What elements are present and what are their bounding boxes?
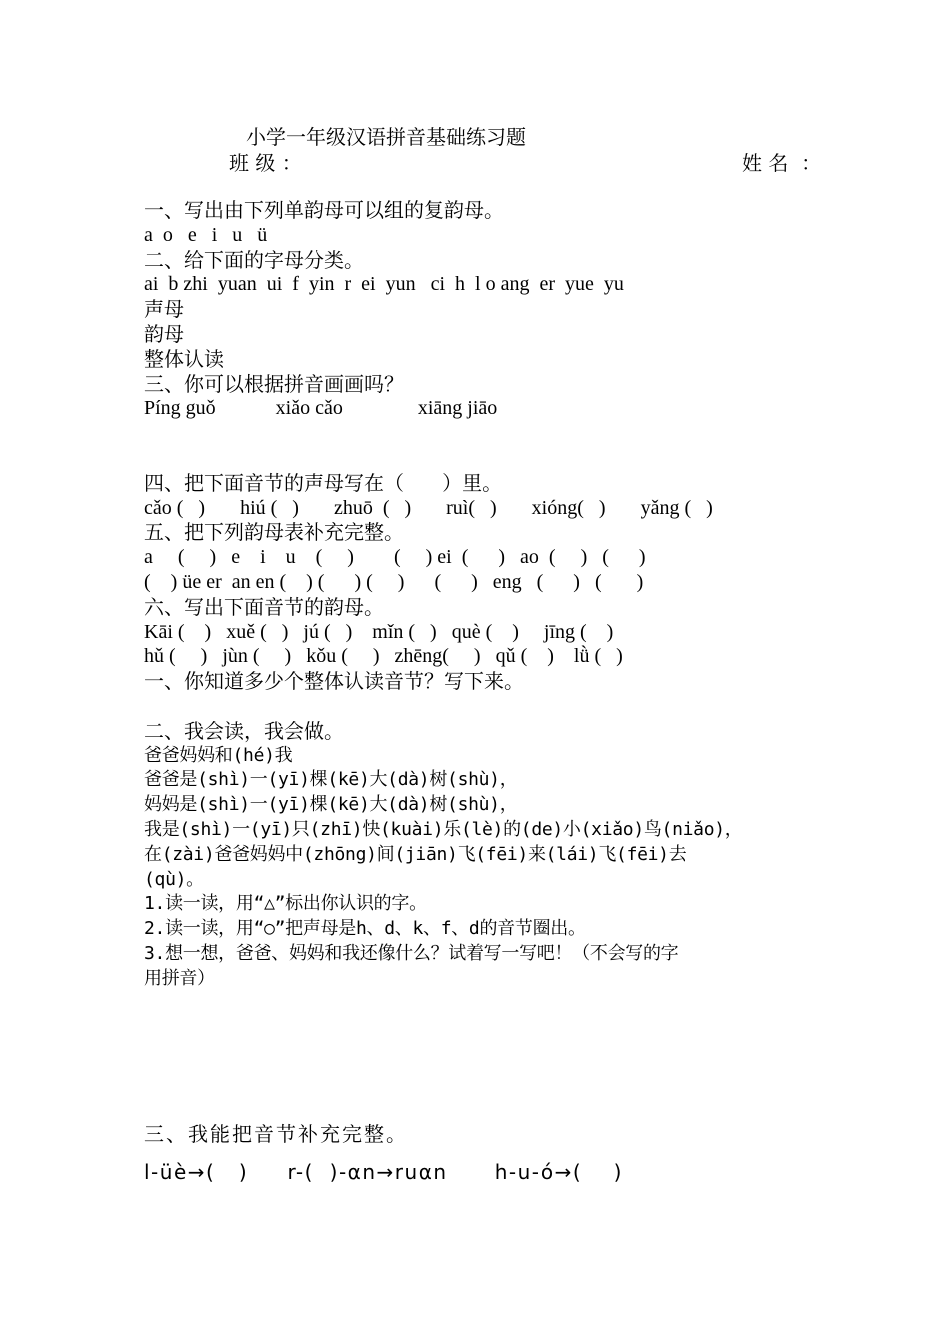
text-line: (qù)。 (144, 868, 204, 890)
text-line: 2.读一读，用“○”把声母是h、d、k、f、d的音节圈出。 (144, 918, 586, 940)
text-line: 二、给下面的字母分类。 (144, 247, 364, 272)
text-line: 五、把下列韵母表补充完整。 (144, 520, 404, 545)
text-line: ai b zhi yuan ui f yin r ei yun ci h l o ang er yue yu (144, 273, 624, 296)
text-line: 3.想一想，爸爸、妈妈和我还像什么？试着写一写吧！（不会写的字 (144, 942, 679, 964)
page-title: 小学一年级汉语拼音基础练习题 (246, 125, 526, 149)
text-line: 六、写出下面音节的韵母。 (144, 594, 384, 619)
text-line: 我是(shì)一(yī)只(zhī)快(kuài)乐(lè)的(de)小(xiǎo)鸟(niǎo)， (144, 818, 743, 840)
text-line: 一、写出由下列单韵母可以组的复韵母。 (144, 198, 504, 222)
text-line: 1.读一读，用“△”标出你认识的字。 (144, 893, 427, 915)
exercise-line: l-üè→( ) r-( )-αn→ruαn h-u-ó→( ) (144, 1160, 623, 1184)
blank-line (144, 421, 824, 471)
text-line: cǎo ( ) hiú ( ) zhuō ( ) ruì( ) xióng( ) yǎng ( ) (144, 496, 713, 519)
text-line: 爸爸是(shì)一(yī)棵(kē)大(dà)树(shù)， (144, 769, 518, 791)
text-line: hǔ ( ) jùn ( ) kǒu ( ) zhēng( ) qǔ ( ) lǜ ( ) (144, 645, 623, 668)
blank-line (144, 694, 824, 719)
text-line: 声母 (144, 297, 184, 322)
text-line: 整体认读 (144, 346, 224, 371)
text-line: 二、我会读，我会做。 (144, 718, 344, 743)
text-line: 妈妈是(shì)一(yī)棵(kē)大(dà)树(shù)， (144, 794, 518, 816)
text-line: Kāi ( ) xuě ( ) jú ( ) mǐn ( ) què ( ) jīng ( ) (144, 620, 614, 643)
text-line: 用拼音） (144, 967, 215, 989)
name-label: 姓 名 ： (742, 151, 822, 175)
text-line: 三、你可以根据拼音画画吗？ (144, 371, 404, 396)
text-line: Píng guǒ xiǎo cǎo xiāng jiāo (144, 397, 498, 420)
text-line: 韵母 (144, 321, 184, 346)
text-line: 在(zài)爸爸妈妈中(zhōng)间(jiān)飞(fēi)来(lái)飞(fēi)去 (144, 843, 687, 865)
text-line: 爸爸妈妈和(hé)我 (144, 744, 293, 766)
class-label: 班 级 ： (229, 151, 302, 175)
worksheet-body (144, 198, 824, 992)
text-line: a o e i u ü (144, 223, 268, 246)
text-line: a ( ) e i u ( ) ( ) ei ( ) ao ( ) ( ) (144, 546, 646, 569)
section-heading: 三、我能把音节补充完整。 (144, 1122, 408, 1146)
text-line: 四、把下面音节的声母写在（ ）里。 (144, 470, 503, 495)
text-line: ( ) üe er an en ( ) ( ) ( ) ( ) eng ( ) ( ) (144, 570, 644, 593)
text-line: 一、你知道多少个整体认读音节？写下来。 (144, 669, 524, 694)
